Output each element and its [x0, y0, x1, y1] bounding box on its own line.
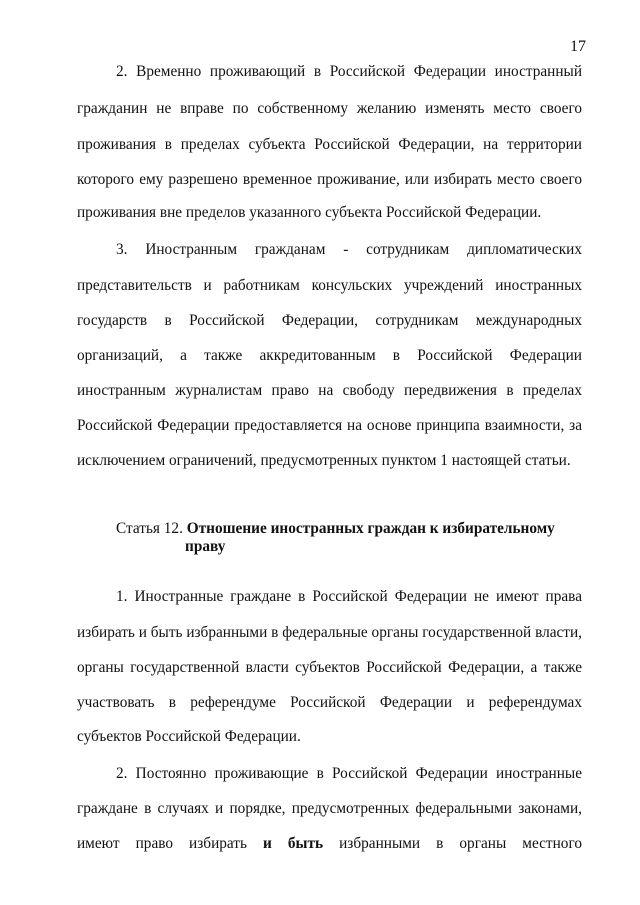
paragraph-3-line-4: организаций, а также аккредитованным в Российской Федерации: [77, 347, 582, 364]
article-title-continued: праву: [185, 538, 226, 555]
art12-paragraph-2-text-a: имеют право избирать: [77, 835, 247, 852]
art12-paragraph-2-text-b: избранными в органы местного: [339, 835, 582, 852]
art12-paragraph-2-line-3: [77, 834, 582, 854]
paragraph-3-line-1: 3. Иностранным гражданам - сотрудникам дипломатических: [116, 241, 582, 258]
paragraph-3-line-6: Российской Федерации предоставляется на основе принципа взаимности, за: [77, 417, 582, 434]
art12-paragraph-2-bold-be: быть: [287, 835, 324, 852]
paragraph-2-line-2: гражданин не вправе по собственному желанию изменять место своего: [77, 100, 582, 117]
paragraph-2-line-5: проживания вне пределов указанного субъекта Российской Федерации.: [77, 204, 542, 221]
article-title: Отношение иностранных граждан к избирательному: [186, 520, 555, 537]
paragraph-2-line-1: 2. Временно проживающий в Российской Федерации иностранный: [116, 63, 582, 80]
paragraph-2-line-4: которого ему разрешено временное проживание, или избирать место своего: [77, 171, 582, 188]
art12-paragraph-1-line-5: субъектов Российской Федерации.: [77, 728, 301, 745]
art12-paragraph-2-line-1: 2. Постоянно проживающие в Российской Федерации иностранные: [116, 765, 582, 782]
art12-paragraph-2-bold-and: и: [263, 835, 272, 852]
article-number: Статья 12.: [116, 520, 183, 537]
paragraph-2-line-3: проживания в пределах субъекта Российской Федерации, на территории: [77, 136, 582, 153]
page-number: 17: [570, 38, 586, 55]
paragraph-3-line-7: исключением ограничений, предусмотренных пунктом 1 настоящей статьи.: [77, 452, 571, 469]
art12-paragraph-1-line-2: избирать и быть избранными в федеральные органы государственной власти,: [77, 624, 582, 641]
paragraph-3-line-3: государств в Российской Федерации, сотрудникам международных: [77, 312, 582, 329]
art12-paragraph-1-line-3: органы государственной власти субъектов Российской Федерации, а также: [77, 659, 582, 676]
paragraph-3-line-5: иностранным журналистам право на свободу передвижения в пределах: [77, 382, 582, 399]
paragraph-3-line-2: представительств и работникам консульских учреждений иностранных: [77, 277, 582, 294]
art12-paragraph-1-line-4: участвовать в референдуме Российской Федерации и референдумах: [77, 694, 582, 711]
art12-paragraph-2-line-2: граждане в случаях и порядке, предусмотренных федеральными законами,: [77, 800, 582, 817]
art12-paragraph-1-line-1: 1. Иностранные граждане в Российской Федерации не имеют права: [116, 588, 582, 605]
